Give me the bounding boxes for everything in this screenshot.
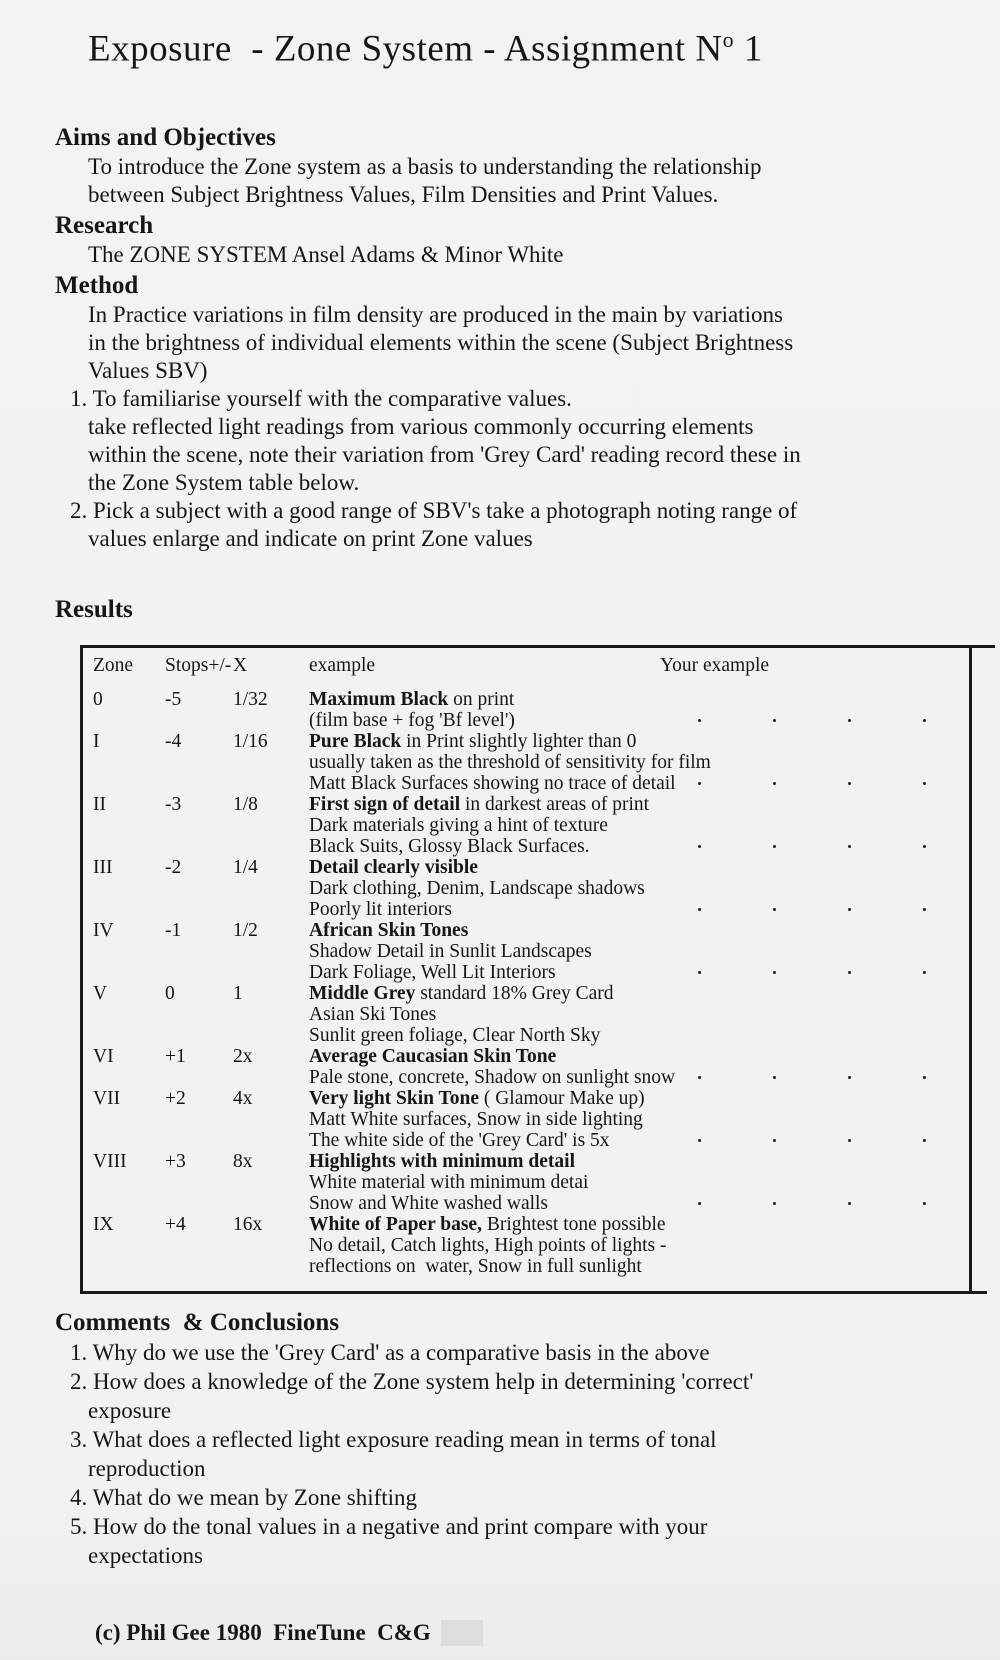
- stops-cell: [165, 752, 233, 773]
- stops-cell: +3: [165, 1151, 186, 1173]
- dot: [923, 1139, 926, 1142]
- example-line: [309, 920, 969, 941]
- example-text: Black Suits, Glossy Black Surfaces.: [309, 836, 590, 858]
- zone-row-line: [93, 878, 969, 899]
- dot: [923, 719, 926, 722]
- zone-cell: 0: [93, 689, 103, 711]
- example-text: Shadow Detail in Sunlit Landscapes: [309, 941, 592, 963]
- example-line: [309, 1088, 969, 1109]
- multiplier-cell: 1/16: [233, 731, 268, 753]
- example-bold-text: African Skin Tones: [309, 920, 469, 942]
- example-line: [309, 1172, 969, 1193]
- dot: [698, 782, 701, 785]
- example-bold-text: Pure Black: [309, 731, 402, 753]
- zone-row-line: [93, 710, 969, 731]
- example-line: [309, 941, 969, 962]
- zone-cell: [93, 941, 165, 962]
- comment-line: 3. What does a reflected light exposure reading mean in terms of tonal: [70, 1427, 717, 1453]
- example-line: [309, 1025, 969, 1046]
- zone-rows: [93, 689, 969, 1277]
- zone-row-line: [93, 836, 969, 857]
- your-example-dots: [698, 719, 926, 722]
- stops-cell: -3: [165, 794, 182, 816]
- example-line: [309, 731, 969, 752]
- page-title-number: 1: [734, 28, 763, 70]
- page-title-ordinal: o: [722, 27, 735, 52]
- comment-line: 1. Why do we use the 'Grey Card' as a comparative basis in the above: [70, 1340, 710, 1366]
- dot: [773, 845, 776, 848]
- multiplier-cell: [233, 815, 309, 836]
- zone-row-line: [93, 815, 969, 836]
- text-line: To introduce the Zone system as a basis to understanding the relationship: [88, 154, 762, 180]
- document-body: [0, 123, 1000, 553]
- stops-cell: [165, 962, 233, 983]
- stops-cell: 0: [165, 983, 175, 1005]
- stops-cell: [165, 899, 233, 920]
- example-line: [309, 983, 969, 1004]
- stops-cell: [165, 1193, 233, 1214]
- example-column-header: example: [309, 655, 376, 677]
- zone-row-line: [93, 1151, 969, 1172]
- page-title: [0, 0, 1000, 71]
- example-text: on print: [448, 689, 515, 711]
- your-example-dots: [698, 971, 926, 974]
- footer: [95, 1620, 1000, 1646]
- stops-cell: [165, 941, 233, 962]
- multiplier-cell: [233, 1025, 309, 1046]
- table-header-row: [93, 654, 969, 678]
- stops-cell: [165, 773, 233, 794]
- example-text: White material with minimum detai: [309, 1172, 589, 1194]
- dot: [923, 908, 926, 911]
- example-bold-text: Highlights with minimum detail: [309, 1151, 575, 1173]
- comments-body: [0, 1338, 1000, 1570]
- example-text: in Print slightly lighter than 0: [401, 731, 637, 753]
- example-text: Brightest tone possible: [481, 1214, 666, 1236]
- multiplier-cell: [233, 941, 309, 962]
- dot: [848, 782, 851, 785]
- example-bold-text: Detail clearly visible: [309, 857, 478, 879]
- zone-row-line: [93, 773, 969, 794]
- dot: [773, 1202, 776, 1205]
- zone-cell: [93, 710, 165, 731]
- zone-row-line: [93, 752, 969, 773]
- text-line: values enlarge and indicate on print Zone values: [88, 526, 533, 552]
- zone-cell: IX: [93, 1214, 114, 1236]
- zone-row-line: [93, 962, 969, 983]
- example-text: usually taken as the threshold of sensitivity for film: [309, 752, 711, 774]
- example-bold-text: First sign of detail: [309, 794, 461, 816]
- zone-row-line: [93, 1193, 969, 1214]
- zone-cell: [93, 1256, 165, 1277]
- section-heading: Aims and Objectives: [55, 124, 276, 152]
- example-text: Matt Black Surfaces showing no trace of detail: [309, 773, 676, 795]
- example-text: reflections on water, Snow in full sunlight: [309, 1256, 642, 1278]
- example-line: [309, 794, 969, 815]
- example-line: [309, 1004, 969, 1025]
- text-line: 1. To familiarise yourself with the comparative values.: [70, 386, 572, 412]
- stops-cell: [165, 1025, 233, 1046]
- example-text: No detail, Catch lights, High points of lights -: [309, 1235, 667, 1257]
- comment-line: exposure: [88, 1398, 172, 1424]
- stops-cell: [165, 1067, 233, 1088]
- multiplier-cell: 1/4: [233, 857, 258, 879]
- stops-cell: [165, 836, 233, 857]
- example-bold-text: Very light Skin Tone: [309, 1088, 479, 1110]
- text-line: between Subject Brightness Values, Film Densities and Print Values.: [88, 182, 719, 208]
- dot: [848, 908, 851, 911]
- results-table: [80, 645, 972, 1294]
- zone-row-line: [93, 941, 969, 962]
- example-line: [309, 857, 969, 878]
- zone-cell: [93, 836, 165, 857]
- dot: [848, 1139, 851, 1142]
- dot: [698, 971, 701, 974]
- multiplier-cell: 1: [233, 983, 243, 1005]
- multiplier-cell: [233, 1109, 309, 1130]
- zone-row-line: [93, 899, 969, 920]
- zone-cell: [93, 878, 165, 899]
- dot: [848, 971, 851, 974]
- text-line: take reflected light readings from various commonly occurring elements: [88, 414, 754, 440]
- zone-row-line: [93, 1235, 969, 1256]
- multiplier-cell: 1/8: [233, 794, 258, 816]
- comments-heading: Comments & Conclusions: [55, 1309, 340, 1337]
- stops-cell: [165, 815, 233, 836]
- example-text: ( Glamour Make up): [478, 1088, 645, 1110]
- example-line: [309, 1214, 969, 1235]
- zone-row-line: [93, 1004, 969, 1025]
- comment-line: reproduction: [88, 1456, 206, 1482]
- stops-cell: -4: [165, 731, 182, 753]
- zone-row-line: [93, 1025, 969, 1046]
- text-line: 2. Pick a subject with a good range of SBV's take a photograph noting range of: [70, 498, 798, 524]
- multiplier-cell: [233, 710, 309, 731]
- zone-cell: VII: [93, 1088, 121, 1110]
- zone-cell: [93, 752, 165, 773]
- multiplier-cell: [233, 899, 309, 920]
- multiplier-cell: 8x: [233, 1151, 253, 1173]
- example-text: Matt White surfaces, Snow in side lighting: [309, 1109, 643, 1131]
- dot: [698, 845, 701, 848]
- your-example-dots: [698, 1202, 926, 1205]
- dot: [923, 971, 926, 974]
- example-line: [309, 1235, 969, 1256]
- stops-cell: [165, 1172, 233, 1193]
- dot: [923, 1076, 926, 1079]
- zone-row-line: [93, 1046, 969, 1067]
- results-heading: Results: [55, 596, 133, 624]
- comment-line: 5. How do the tonal values in a negative and print compare with your: [70, 1514, 708, 1540]
- dot: [773, 971, 776, 974]
- zone-row-line: [93, 1172, 969, 1193]
- scan-artifact: [441, 1620, 483, 1646]
- multiplier-cell: [233, 752, 309, 773]
- example-text: Dark materials giving a hint of texture: [309, 815, 608, 837]
- zone-row-line: [93, 794, 969, 815]
- your-example-dots: [698, 908, 926, 911]
- example-line: [309, 1151, 969, 1172]
- multiplier-cell: [233, 962, 309, 983]
- example-line: [309, 689, 969, 710]
- example-text: Snow and White washed walls: [309, 1193, 549, 1215]
- dot: [773, 1139, 776, 1142]
- stops-cell: +1: [165, 1046, 186, 1068]
- example-text: Dark Foliage, Well Lit Interiors: [309, 962, 556, 984]
- zone-cell: VIII: [93, 1151, 127, 1173]
- zone-cell: [93, 1193, 165, 1214]
- zone-row-line: [93, 689, 969, 710]
- zone-row-line: [93, 731, 969, 752]
- stops-cell: [165, 710, 233, 731]
- multiplier-cell: 4x: [233, 1088, 253, 1110]
- dot: [848, 845, 851, 848]
- zone-cell: IV: [93, 920, 114, 942]
- comment-line: 2. How does a knowledge of the Zone system help in determining 'correct': [70, 1369, 754, 1395]
- zone-cell: III: [93, 857, 113, 879]
- multiplier-cell: [233, 1235, 309, 1256]
- your-example-dots: [698, 782, 926, 785]
- example-text: Asian Ski Tones: [309, 1004, 437, 1026]
- stops-column-header: Stops+/-: [165, 655, 232, 677]
- multiplier-cell: 2x: [233, 1046, 253, 1068]
- zone-cell: [93, 962, 165, 983]
- zone-cell: VI: [93, 1046, 114, 1068]
- zone-cell: V: [93, 983, 108, 1005]
- example-bold-text: White of Paper base,: [309, 1214, 482, 1236]
- zone-cell: [93, 1067, 165, 1088]
- dot: [773, 719, 776, 722]
- text-line: In Practice variations in film density are produced in the main by variations: [88, 302, 783, 328]
- zone-cell: I: [93, 731, 100, 753]
- text-line: Values SBV): [88, 358, 208, 384]
- multiplier-cell: [233, 773, 309, 794]
- multiplier-cell: [233, 1067, 309, 1088]
- zone-cell: [93, 1025, 165, 1046]
- dot: [698, 1202, 701, 1205]
- stops-cell: [165, 878, 233, 899]
- text-line: in the brightness of individual elements within the scene (Subject Brightness: [88, 330, 794, 356]
- example-text: Sunlit green foliage, Clear North Sky: [309, 1025, 601, 1047]
- example-line: [309, 815, 969, 836]
- zone-cell: [93, 1004, 165, 1025]
- example-bold-text: Average Caucasian Skin Tone: [309, 1046, 557, 1068]
- zone-row-line: [93, 1067, 969, 1088]
- dot: [698, 1076, 701, 1079]
- multiplier-cell: 1/2: [233, 920, 258, 942]
- dot: [698, 719, 701, 722]
- example-text: Dark clothing, Denim, Landscape shadows: [309, 878, 645, 900]
- text-line: within the scene, note their variation from 'Grey Card' reading record these in: [88, 442, 801, 468]
- text-line: the Zone System table below.: [88, 470, 360, 496]
- example-bold-text: Middle Grey: [309, 983, 416, 1005]
- comment-line: 4. What do we mean by Zone shifting: [70, 1485, 418, 1511]
- zone-column-header: Zone: [93, 655, 134, 677]
- zone-row-line: [93, 1214, 969, 1235]
- section-heading: Research: [55, 212, 154, 240]
- multiplier-cell: [233, 1193, 309, 1214]
- zone-cell: [93, 1109, 165, 1130]
- dot: [698, 908, 701, 911]
- dot: [923, 1202, 926, 1205]
- text-line: The ZONE SYSTEM Ansel Adams & Minor White: [88, 242, 564, 268]
- multiplier-cell: [233, 878, 309, 899]
- example-text: (film base + fog 'Bf level'): [309, 710, 515, 732]
- dot: [698, 1139, 701, 1142]
- stops-cell: [165, 1004, 233, 1025]
- dot: [923, 782, 926, 785]
- zone-row-line: [93, 920, 969, 941]
- example-line: [309, 1109, 969, 1130]
- stops-cell: -5: [165, 689, 182, 711]
- section-heading: Method: [55, 272, 139, 300]
- zone-cell: II: [93, 794, 106, 816]
- zone-cell: [93, 1130, 165, 1151]
- multiplier-cell: [233, 1172, 309, 1193]
- stops-cell: -1: [165, 920, 182, 942]
- multiplier-cell: [233, 1130, 309, 1151]
- page-title-text: Exposure - Zone System - Assignment N: [88, 28, 723, 70]
- zone-row-line: [93, 1109, 969, 1130]
- zone-cell: [93, 899, 165, 920]
- zone-row-line: [93, 1256, 969, 1277]
- stops-cell: +2: [165, 1088, 186, 1110]
- zone-row-line: [93, 983, 969, 1004]
- example-bold-text: Maximum Black: [309, 689, 449, 711]
- example-line: [309, 1046, 969, 1067]
- zone-row-line: [93, 857, 969, 878]
- stops-cell: [165, 1256, 233, 1277]
- footer-credit: (c) Phil Gee 1980 FineTune C&G: [95, 1620, 431, 1646]
- multiplier-cell: [233, 1256, 309, 1277]
- dot: [848, 719, 851, 722]
- example-text: in darkest areas of print: [460, 794, 650, 816]
- dot: [848, 1202, 851, 1205]
- zone-row-line: [93, 1130, 969, 1151]
- multiplier-cell: 1/32: [233, 689, 268, 711]
- multiplier-cell: [233, 836, 309, 857]
- comment-line: expectations: [88, 1543, 203, 1569]
- multiplier-cell: 16x: [233, 1214, 263, 1236]
- dot: [923, 845, 926, 848]
- zone-cell: [93, 1235, 165, 1256]
- example-line: [309, 1256, 969, 1277]
- dot: [773, 782, 776, 785]
- dot: [848, 1076, 851, 1079]
- your-example-dots: [698, 845, 926, 848]
- multiplier-cell: [233, 1004, 309, 1025]
- stops-cell: [165, 1109, 233, 1130]
- stops-cell: [165, 1130, 233, 1151]
- example-line: [309, 878, 969, 899]
- example-text: standard 18% Grey Card: [415, 983, 614, 1005]
- stops-cell: [165, 1235, 233, 1256]
- zone-cell: [93, 1172, 165, 1193]
- your-example-dots: [698, 1076, 926, 1079]
- stops-cell: +4: [165, 1214, 186, 1236]
- your-example-dots: [698, 1139, 926, 1142]
- multiplier-column-header: X: [233, 655, 248, 677]
- example-text: Poorly lit interiors: [309, 899, 452, 921]
- example-line: [309, 752, 969, 773]
- zone-cell: [93, 773, 165, 794]
- zone-cell: [93, 815, 165, 836]
- stops-cell: -2: [165, 857, 182, 879]
- dot: [773, 1076, 776, 1079]
- your-example-column-header: Your example: [660, 655, 770, 677]
- example-text: The white side of the 'Grey Card' is 5x: [309, 1130, 610, 1152]
- zone-row-line: [93, 1088, 969, 1109]
- dot: [773, 908, 776, 911]
- example-text: Pale stone, concrete, Shadow on sunlight snow: [309, 1067, 676, 1089]
